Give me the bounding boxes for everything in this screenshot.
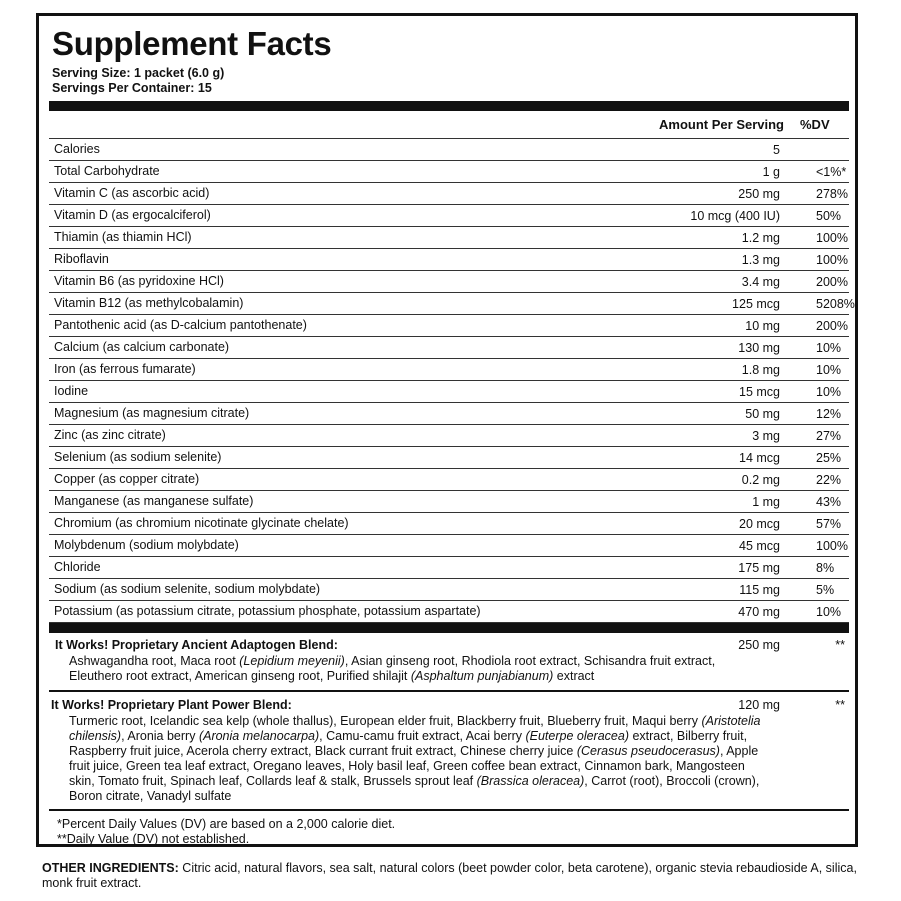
ingredient-text: (Euterpe oleracea): [525, 729, 629, 743]
nutrient-amount: 50 mg: [745, 407, 780, 421]
nutrient-amount: 250 mg: [738, 187, 780, 201]
header-amount: Amount Per Serving: [659, 117, 784, 132]
nutrient-amount: 1.2 mg: [741, 231, 780, 245]
ingredient-text: extract: [553, 669, 595, 683]
ingredient-text: (Brassica oleracea): [476, 774, 585, 788]
blend-plant-power: [49, 698, 849, 808]
thick-divider: [49, 623, 849, 633]
nutrient-dv: 10%: [816, 363, 842, 377]
supplement-facts-panel: [36, 13, 858, 847]
nutrient-dv: 10%: [816, 341, 842, 355]
table-row: [49, 513, 849, 535]
nutrient-amount: 470 mg: [738, 605, 780, 619]
nutrient-amount: 1 mg: [752, 495, 780, 509]
nutrient-name: Chromium (as chromium nicotinate glycinate chelate): [54, 516, 349, 530]
ingredient-text: , Asian ginseng root, Rhodiola root extract, Schisandra fruit extract, Eleuthero root extract, American ginseng root, Purified shilajit: [69, 654, 716, 683]
nutrient-amount: 20 mcg: [739, 517, 780, 531]
footnote-not-established: **Daily Value (DV) not established.: [57, 832, 250, 846]
blend-amount: 120 mg: [738, 698, 780, 712]
header-dv: %DV: [800, 117, 830, 132]
nutrient-name: Molybdenum (sodium molybdate): [54, 538, 239, 552]
nutrient-dv: 5208%: [816, 297, 855, 311]
nutrient-name: Manganese (as manganese sulfate): [54, 494, 254, 508]
nutrient-table: [49, 138, 855, 623]
nutrient-name: Vitamin D (as ergocalciferol): [54, 208, 211, 222]
ingredient-text: (Lepidium meyenii): [239, 654, 345, 668]
table-row: [49, 425, 849, 447]
table-header: [49, 114, 849, 136]
nutrient-name: Sodium (as sodium selenite, sodium molybdate): [54, 582, 321, 596]
blend-title: It Works! Proprietary Ancient Adaptogen Blend:: [55, 638, 338, 652]
table-row: [49, 557, 849, 579]
nutrient-name: Copper (as copper citrate): [54, 472, 200, 486]
blend-adaptogen: [49, 638, 849, 690]
nutrient-dv: 200%: [816, 319, 848, 333]
table-row: [49, 403, 849, 425]
nutrient-name: Iron (as ferrous fumarate): [54, 362, 196, 376]
nutrient-name: Zinc (as zinc citrate): [54, 428, 166, 442]
nutrient-name: Pantothenic acid (as D-calcium pantothenate): [54, 318, 307, 332]
nutrient-dv: 100%: [816, 231, 848, 245]
nutrient-name: Total Carbohydrate: [54, 164, 160, 178]
nutrient-name: Iodine: [54, 384, 89, 398]
table-row: [49, 491, 849, 513]
nutrient-amount: 130 mg: [738, 341, 780, 355]
nutrient-amount: 1.3 mg: [741, 253, 780, 267]
ingredient-text: (Asphaltum punjabianum): [410, 669, 554, 683]
table-row: [49, 161, 849, 183]
nutrient-dv: <1%*: [816, 165, 847, 179]
nutrient-dv: 12%: [816, 407, 842, 421]
nutrient-amount: 10 mg: [745, 319, 780, 333]
blend-dv: **: [835, 698, 845, 712]
nutrient-name: Selenium (as sodium selenite): [54, 450, 222, 464]
nutrient-dv: 100%: [816, 253, 848, 267]
ingredient-text: (Cerasus pseudocerasus): [576, 744, 720, 758]
table-row: [49, 138, 849, 161]
table-row: [49, 447, 849, 469]
blend-title: It Works! Proprietary Plant Power Blend:: [51, 698, 292, 712]
nutrient-amount: 15 mcg: [739, 385, 780, 399]
divider: [49, 690, 849, 692]
serving-info: [52, 66, 224, 96]
nutrient-amount: 5: [773, 143, 780, 157]
nutrient-dv: 50%: [816, 209, 842, 223]
blend-dv: **: [835, 638, 845, 652]
table-row: [49, 205, 849, 227]
other-ingredients: [42, 861, 857, 891]
serving-size: Serving Size: 1 packet (6.0 g): [52, 66, 225, 80]
blend-amount: 250 mg: [738, 638, 780, 652]
nutrient-name: Magnesium (as magnesium citrate): [54, 406, 250, 420]
nutrient-dv: 8%: [816, 561, 835, 575]
nutrient-dv: 22%: [816, 473, 842, 487]
nutrient-dv: 5%: [816, 583, 835, 597]
nutrient-dv: 25%: [816, 451, 842, 465]
ingredient-text: , Carrot (root), Broccoli (crown), Boron citrate, Vanadyl sulfate: [69, 774, 760, 803]
other-ingredients-text: Citric acid, natural flavors, sea salt, natural colors (beet powder color, beta carotene), organic stevia rebaudioside A, silica, monk fruit extract.: [42, 861, 857, 890]
ingredient-text: , Camu-camu fruit extract, Acai berry: [319, 729, 526, 743]
footnote-dv: *Percent Daily Values (DV) are based on a 2,000 calorie diet.: [57, 817, 396, 831]
nutrient-name: Thiamin (as thiamin HCl): [54, 230, 192, 244]
page-title: Supplement Facts: [52, 25, 332, 62]
table-row: [49, 249, 849, 271]
nutrient-dv: 278%: [816, 187, 848, 201]
nutrient-dv: 200%: [816, 275, 848, 289]
table-row: [49, 183, 849, 205]
table-row: [49, 469, 849, 491]
nutrient-amount: 125 mcg: [732, 297, 780, 311]
nutrient-name: Chloride: [54, 560, 101, 574]
nutrient-amount: 10 mcg (400 IU): [690, 209, 780, 223]
nutrient-dv: 10%: [816, 385, 842, 399]
ingredient-text: , Apple fruit juice, Green tea leaf extract, Oregano leaves, Holy basil leaf, Green coffee bean extract, Cinnamon bark, Mangosteen skin, Tomato fruit, Spinach leaf, Collards leaf & stalk, Brussels sprout leaf: [69, 744, 759, 788]
table-row: [49, 601, 849, 623]
nutrient-dv: 43%: [816, 495, 842, 509]
table-row: [49, 293, 855, 315]
nutrient-amount: 0.2 mg: [741, 473, 780, 487]
nutrient-amount: 1 g: [762, 165, 780, 179]
table-row: [49, 359, 849, 381]
servings-per-container: Servings Per Container: 15: [52, 81, 212, 95]
nutrient-amount: 3 mg: [752, 429, 780, 443]
table-row: [49, 535, 849, 557]
nutrient-name: Riboflavin: [54, 252, 109, 266]
table-row: [49, 337, 849, 359]
nutrient-amount: 3.4 mg: [741, 275, 780, 289]
other-ingredients-label: OTHER INGREDIENTS:: [42, 861, 179, 875]
nutrient-amount: 45 mcg: [739, 539, 780, 553]
table-row: [49, 227, 849, 249]
table-row: [49, 315, 849, 337]
nutrient-dv: 100%: [816, 539, 848, 553]
ingredient-text: (Aronia melanocarpa): [198, 729, 320, 743]
ingredient-text: extract, Bilberry fruit, Raspberry fruit juice, Acerola cherry extract, Black currant fruit extract, Chinese cherry juice: [69, 729, 748, 758]
nutrient-amount: 1.8 mg: [741, 363, 780, 377]
table-row: [49, 271, 849, 293]
nutrient-name: Calories: [54, 142, 100, 156]
table-row: [49, 579, 849, 601]
nutrient-name: Vitamin B12 (as methylcobalamin): [54, 296, 244, 310]
ingredient-text: , Aronia berry: [121, 729, 199, 743]
nutrient-amount: 14 mcg: [739, 451, 780, 465]
nutrient-dv: 27%: [816, 429, 842, 443]
ingredient-text: Ashwagandha root, Maca root: [69, 654, 240, 668]
divider: [49, 809, 849, 811]
blend-ingredients: [69, 654, 769, 684]
nutrient-dv: 10%: [816, 605, 842, 619]
nutrient-name: Vitamin B6 (as pyridoxine HCl): [54, 274, 224, 288]
nutrient-name: Calcium (as calcium carbonate): [54, 340, 230, 354]
ingredient-text: (Aristotelia chilensis): [69, 714, 761, 743]
nutrient-name: Vitamin C (as ascorbic acid): [54, 186, 210, 200]
ingredient-text: Turmeric root, Icelandic sea kelp (whole thallus), European elder fruit, Blackberry fruit, Blueberry fruit, Maqui berry: [69, 714, 702, 728]
thick-divider: [49, 101, 849, 111]
nutrient-amount: 115 mg: [739, 583, 780, 597]
nutrient-name: Potassium (as potassium citrate, potassium phosphate, potassium aspartate): [54, 604, 481, 618]
nutrient-dv: 57%: [816, 517, 842, 531]
blend-ingredients: [69, 714, 769, 804]
nutrient-amount: 175 mg: [738, 561, 780, 575]
table-row: [49, 381, 849, 403]
